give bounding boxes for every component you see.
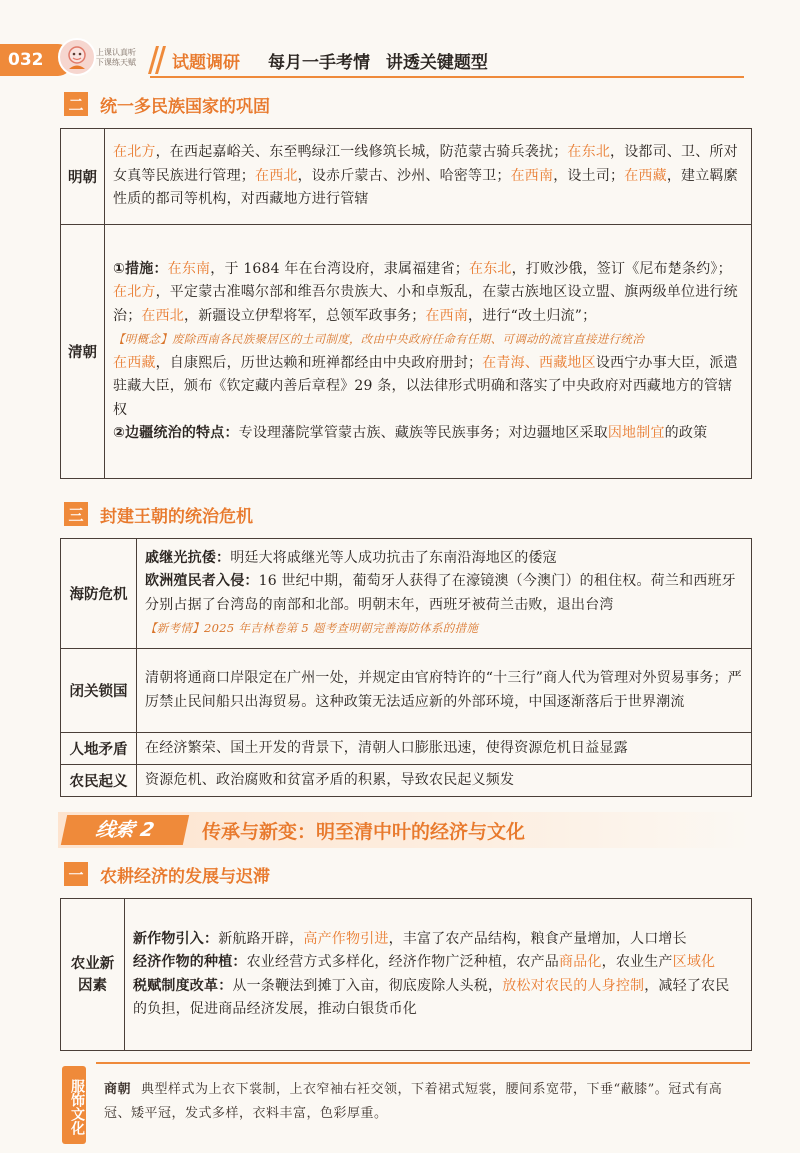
item-label: 戚继光抗倭： — [145, 549, 231, 566]
highlight-text: 放松对农民的人身控制 — [502, 977, 645, 994]
body-text: ，自康熙后，历世达赖和班禅都经由中央政府册封； — [155, 354, 483, 371]
section-number: 一 — [64, 862, 88, 886]
highlight-text: 在北方 — [113, 144, 156, 161]
body-text: 明廷大将戚继光等人成功抗击了东南沿海地区的倭寇 — [230, 549, 557, 566]
unification-table — [60, 128, 752, 479]
body-text: 专设理藩院掌管蒙古族、藏族等民族事务；对边疆地区采取 — [238, 425, 608, 441]
body-text: ，打败沙俄，签订《尼布楚条约》； — [511, 260, 732, 277]
ming-content — [105, 129, 752, 225]
table-row — [61, 129, 752, 225]
header-title: 试题调研 — [172, 53, 240, 73]
land-content: 在经济繁荣、国土开发的背景下，清朝人口膨胀迅速，使得资源危机日益显露 — [137, 733, 752, 765]
item-label: 欧洲殖民者入侵： — [145, 573, 259, 589]
mascot-badge-icon — [58, 38, 96, 76]
section-heading-3 — [64, 500, 253, 528]
item-label: 税赋制度改革： — [133, 977, 233, 994]
body-text: ，设赤斤蒙古、沙州、哈密等卫； — [297, 167, 511, 184]
highlight-text: 在西藏 — [624, 167, 667, 184]
table-row — [61, 765, 752, 797]
section-heading-2 — [64, 90, 270, 118]
highlight-text: 在东南 — [167, 260, 211, 277]
highlight-text: 在西南 — [425, 307, 469, 324]
highlight-text: 在西北 — [255, 167, 298, 184]
exam-note: 【新考情】2025 年吉林卷第 5 题考查明朝完善海防体系的措施 — [145, 621, 479, 635]
clue-title: 传承与新变：明至清中叶的经济与文化 — [202, 821, 526, 843]
body-text: 16 世纪中期，葡萄牙人获得了在濠镜澳（今澳门）的租住权。荷兰和西班牙分别占据了台湾岛的南部和北部。明朝末年，西班牙被荷兰击败，退出台湾 — [145, 573, 736, 613]
highlight-text: 商品化 — [559, 954, 602, 970]
page-number: 032 — [0, 44, 72, 76]
row-label-agri: 农业新因素 — [61, 899, 125, 1051]
row-label-land: 人地矛盾 — [61, 733, 137, 765]
body-text: ，进行“改土归流”； — [468, 307, 597, 324]
concept-note: 【明概念】废除西南各民族聚居区的土司制度，改由中央政府任命有任期、可调动的流官直接进行统治 — [113, 332, 644, 346]
closed-content: 清朝将通商口岸限定在广州一处，并规定由官府特许的“十三行”商人代为管理对外贸易事务；严厉禁止民间船只出海贸易。这种政策无法适应新的外部环境，中国逐渐落后于世界潮流 — [137, 649, 752, 733]
section-title: 统一多民族国家的巩固 — [100, 96, 270, 117]
features-label: ②边疆统治的特点： — [113, 425, 239, 441]
header-subtitle: 每月一手考情 讲透关键题型 — [268, 53, 488, 73]
body-text: 农业经营方式多样化，经济作物广泛种植，农产品 — [246, 954, 560, 970]
body-text: ，于 1684 年在台湾设府，隶属福建省； — [210, 260, 469, 277]
highlight-text: 在西北 — [141, 307, 185, 324]
body-text: 的政策 — [664, 425, 708, 441]
body-text: 从一条鞭法到摊丁入亩，彻底废除人头税， — [232, 977, 503, 994]
body-text: ，丰富了农产品结构，粮食产量增加，人口增长 — [388, 930, 687, 947]
culture-tag: 服饰文化 — [62, 1066, 86, 1144]
highlight-text: 高产作物引进 — [303, 930, 389, 947]
highlight-text: 在西南 — [510, 167, 554, 184]
section-title: 农耕经济的发展与迟滞 — [100, 866, 270, 887]
table-row — [61, 733, 752, 765]
row-label-coast: 海防危机 — [61, 539, 137, 649]
section-number: 二 — [64, 92, 88, 116]
body-text: ，设土司； — [553, 167, 625, 184]
body-text: ，农业生产 — [601, 954, 673, 970]
body-text: 新航路开辟， — [218, 930, 304, 947]
highlight-text: 在东北 — [567, 144, 611, 161]
row-label-closed: 闭关锁国 — [61, 649, 137, 733]
row-label-qing: 清朝 — [61, 225, 105, 479]
peasant-content: 资源危机、政治腐败和贫富矛盾的积累，导致农民起义频发 — [137, 765, 752, 797]
highlight-text: 在北方 — [113, 284, 156, 300]
table-row — [61, 539, 752, 649]
stripes-icon — [146, 46, 168, 74]
body-text: ，在西起嘉峪关、东至鸭绿江一线修筑长城，防范蒙古骑兵袭扰； — [155, 144, 568, 161]
highlight-text: 因地制宜 — [607, 425, 665, 441]
row-label-peasant: 农民起义 — [61, 765, 137, 797]
item-label: 经济作物的种植： — [133, 954, 247, 970]
highlight-text: 在青海、西藏地区 — [482, 354, 596, 371]
page-header — [0, 44, 800, 78]
highlight-text: 在东北 — [469, 260, 512, 277]
body-text: ，新疆设立伊犁将军，总领军政事务； — [184, 307, 426, 324]
table-row — [61, 899, 752, 1051]
table-row — [61, 649, 752, 733]
agri-content — [125, 899, 752, 1051]
qing-content — [105, 225, 752, 479]
item-label: 新作物引入： — [133, 930, 219, 947]
footer-divider — [96, 1062, 750, 1064]
dynasty-label: 商朝 — [104, 1082, 132, 1097]
section-number: 三 — [64, 502, 88, 526]
footer-note — [104, 1078, 744, 1126]
body-text: ，减轻了农民的负担，促进商品经济发展，推动白银货币化 — [133, 977, 730, 1017]
section-title: 封建王朝的统治危机 — [100, 506, 253, 527]
coast-content — [137, 539, 752, 649]
clue-tag: 线索 2 — [61, 815, 189, 845]
body-text: ，设都司、卫、所对女真等民族进行管理； — [113, 144, 738, 184]
footer-body: 典型样式为上衣下裳制，上衣窄袖右衽交领，下着裙式短裳，腰间系宽带，下垂“蔽膝”。冠式有高冠、矮平冠，发式多样，衣料丰富，色彩厚重。 — [104, 1082, 723, 1121]
section-heading-1 — [64, 860, 270, 888]
body-text: ，平定蒙古准噶尔部和维吾尔贵族大、小和卓叛乱，在蒙古族地区设立盟、旗两级单位进行统治； — [113, 284, 738, 324]
table-row — [61, 225, 752, 479]
highlight-text: 区域化 — [672, 954, 716, 970]
header-divider — [150, 76, 744, 78]
row-label-ming: 明朝 — [61, 129, 105, 225]
badge-text: 上课认真听 下课练天赋 — [96, 48, 136, 67]
body-text: 设西宁办事大臣，派遣驻藏大臣，颁布《钦定藏内善后章程》29 条，以法律形式明确和落实了中央政府对西藏地方的管辖权 — [113, 354, 738, 418]
highlight-text: 在西藏 — [113, 354, 156, 371]
agriculture-table — [60, 898, 752, 1051]
crisis-table — [60, 538, 752, 797]
body-text: ，建立羁縻性质的都司等机构，对西藏地方进行管辖 — [113, 167, 738, 208]
measures-label: ①措施： — [113, 260, 168, 277]
